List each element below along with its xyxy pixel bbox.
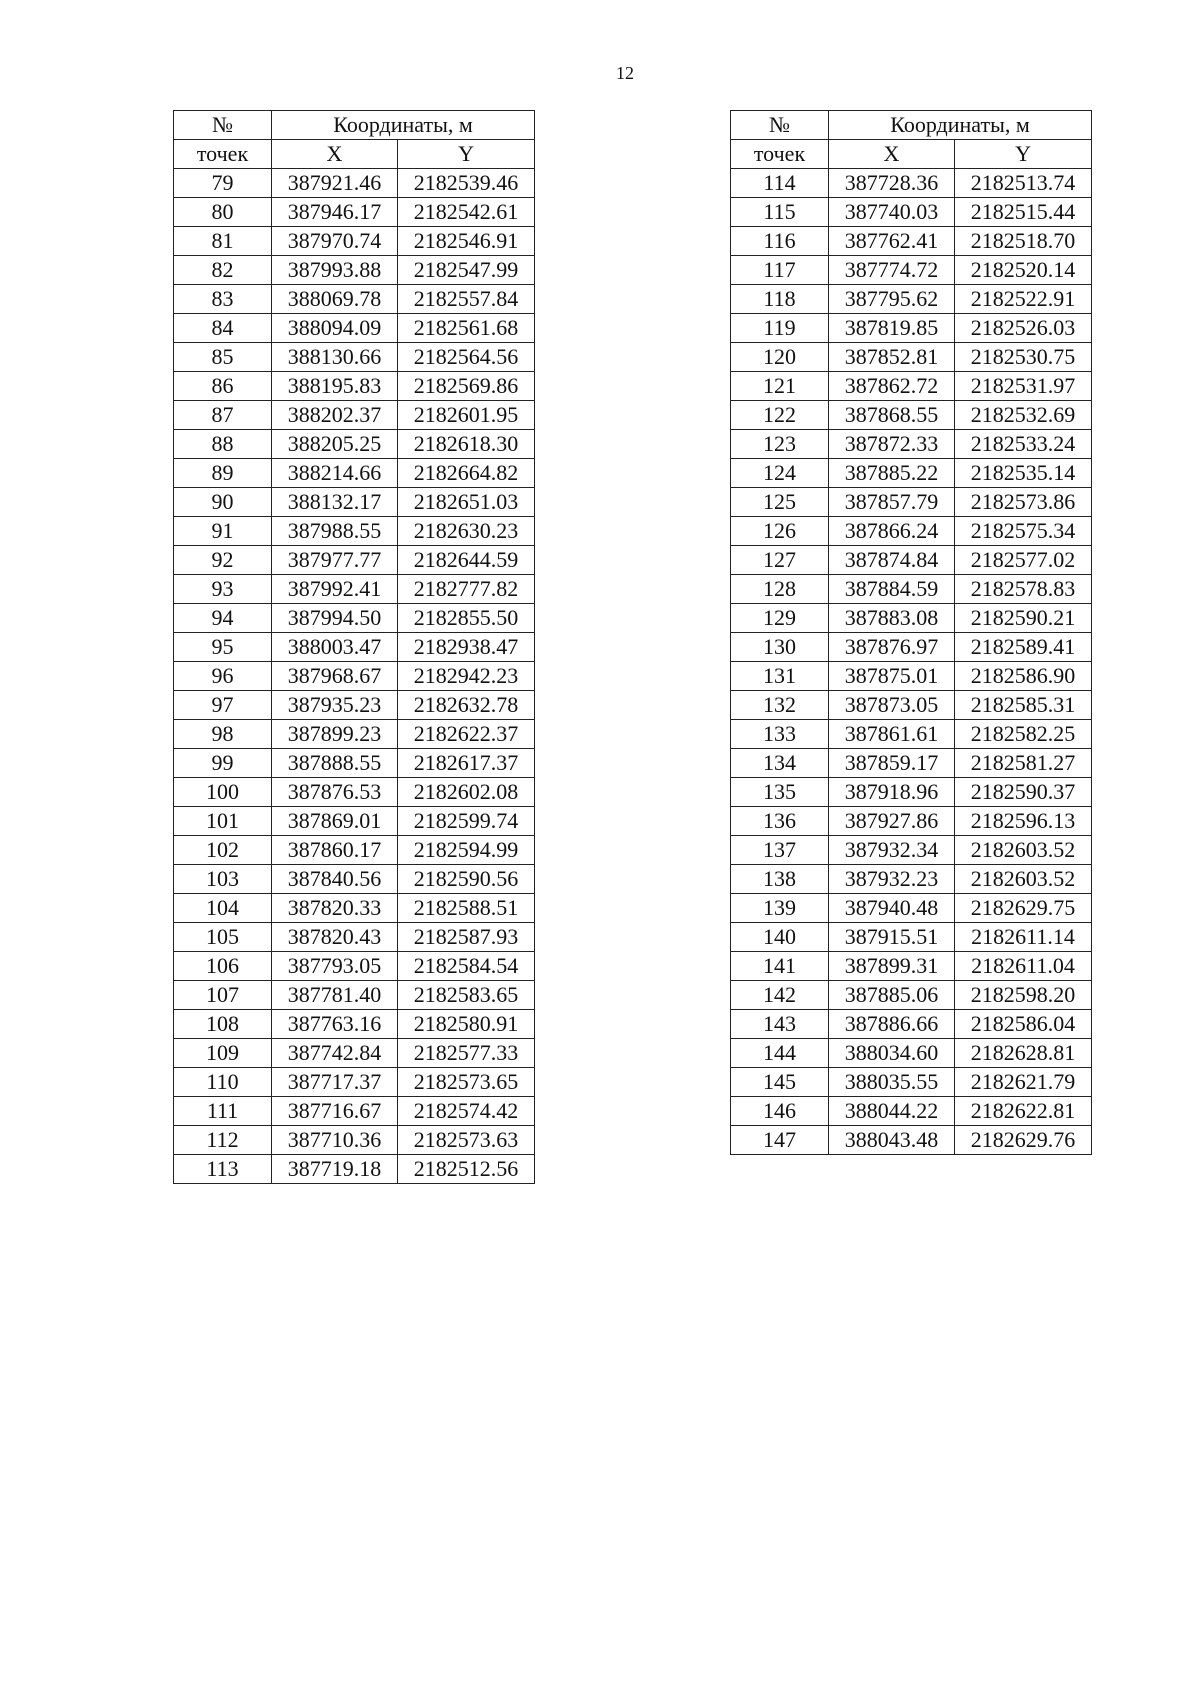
coordinates-table-right: [730, 110, 1092, 1155]
y-coordinate-cell: 2182542.61: [398, 198, 535, 227]
y-coordinate-cell: 2182599.74: [398, 807, 535, 836]
x-coordinate-cell: 387888.55: [272, 749, 398, 778]
y-coordinate-cell: 2182603.52: [955, 836, 1092, 865]
point-number-cell: 96: [174, 662, 272, 691]
x-coordinate-cell: 387719.18: [272, 1155, 398, 1184]
y-coordinate-cell: 2182938.47: [398, 633, 535, 662]
table-row: [731, 488, 1092, 517]
point-number-cell: 105: [174, 923, 272, 952]
y-coordinate-cell: 2182531.97: [955, 372, 1092, 401]
y-coordinate-cell: 2182603.52: [955, 865, 1092, 894]
table-row: [731, 633, 1092, 662]
y-coordinate-cell: 2182611.04: [955, 952, 1092, 981]
table-row: [174, 1126, 535, 1155]
coordinates-table-left: [173, 110, 535, 1184]
table-row: [174, 546, 535, 575]
x-coordinate-cell: 388205.25: [272, 430, 398, 459]
table-row: [731, 546, 1092, 575]
x-coordinate-cell: 387861.61: [829, 720, 955, 749]
point-number-cell: 113: [174, 1155, 272, 1184]
table-row: [731, 720, 1092, 749]
table-row: [731, 894, 1092, 923]
y-coordinate-cell: 2182777.82: [398, 575, 535, 604]
point-number-cell: 88: [174, 430, 272, 459]
table-row: [731, 662, 1092, 691]
y-coordinate-cell: 2182590.21: [955, 604, 1092, 633]
point-number-cell: 83: [174, 285, 272, 314]
x-coordinate-cell: 388034.60: [829, 1039, 955, 1068]
point-number-cell: 92: [174, 546, 272, 575]
y-coordinate-cell: 2182533.24: [955, 430, 1092, 459]
y-coordinate-cell: 2182532.69: [955, 401, 1092, 430]
y-coordinate-cell: 2182577.33: [398, 1039, 535, 1068]
y-coordinate-cell: 2182664.82: [398, 459, 535, 488]
x-coordinate-cell: 388214.66: [272, 459, 398, 488]
y-coordinate-cell: 2182586.90: [955, 662, 1092, 691]
table-row: [731, 314, 1092, 343]
table-row: [731, 778, 1092, 807]
y-coordinate-cell: 2182530.75: [955, 343, 1092, 372]
x-coordinate-cell: 388069.78: [272, 285, 398, 314]
y-coordinate-cell: 2182582.25: [955, 720, 1092, 749]
table-row: [174, 604, 535, 633]
table-row: [174, 459, 535, 488]
x-coordinate-cell: 387795.62: [829, 285, 955, 314]
point-number-cell: 126: [731, 517, 829, 546]
point-number-cell: 120: [731, 343, 829, 372]
y-coordinate-cell: 2182518.70: [955, 227, 1092, 256]
table-row: [731, 343, 1092, 372]
point-number-cell: 101: [174, 807, 272, 836]
point-number-cell: 142: [731, 981, 829, 1010]
y-coordinate-cell: 2182589.41: [955, 633, 1092, 662]
point-number-cell: 115: [731, 198, 829, 227]
y-coordinate-cell: 2182512.56: [398, 1155, 535, 1184]
x-coordinate-cell: 387988.55: [272, 517, 398, 546]
table-row: [174, 169, 535, 198]
x-coordinate-cell: 388035.55: [829, 1068, 955, 1097]
point-number-cell: 103: [174, 865, 272, 894]
table-row: [174, 836, 535, 865]
point-number-cell: 107: [174, 981, 272, 1010]
x-coordinate-cell: 387884.59: [829, 575, 955, 604]
table-row: [174, 401, 535, 430]
table-row: [731, 923, 1092, 952]
point-number-cell: 131: [731, 662, 829, 691]
x-coordinate-cell: 387899.23: [272, 720, 398, 749]
table-row: [174, 691, 535, 720]
point-number-cell: 125: [731, 488, 829, 517]
x-coordinate-cell: 387742.84: [272, 1039, 398, 1068]
table-row: [731, 691, 1092, 720]
y-coordinate-cell: 2182611.14: [955, 923, 1092, 952]
x-coordinate-cell: 387993.88: [272, 256, 398, 285]
table-row: [174, 343, 535, 372]
x-coordinate-cell: 387819.85: [829, 314, 955, 343]
y-coordinate-cell: 2182583.65: [398, 981, 535, 1010]
x-coordinate-cell: 387869.01: [272, 807, 398, 836]
table-row: [174, 749, 535, 778]
x-coordinate-cell: 387820.43: [272, 923, 398, 952]
y-coordinate-cell: 2182596.13: [955, 807, 1092, 836]
point-number-cell: 116: [731, 227, 829, 256]
x-coordinate-cell: 387710.36: [272, 1126, 398, 1155]
table-row: [174, 198, 535, 227]
x-coordinate-cell: 387918.96: [829, 778, 955, 807]
point-number-cell: 85: [174, 343, 272, 372]
coordinates-table-right-body: [731, 169, 1092, 1155]
point-number-header: №: [731, 111, 829, 140]
table-row: [731, 198, 1092, 227]
y-coordinate-cell: 2182594.99: [398, 836, 535, 865]
x-coordinate-cell: 387868.55: [829, 401, 955, 430]
x-coordinate-cell: 387883.08: [829, 604, 955, 633]
x-coordinate-cell: 387716.67: [272, 1097, 398, 1126]
point-number-cell: 111: [174, 1097, 272, 1126]
point-number-cell: 135: [731, 778, 829, 807]
point-number-cell: 93: [174, 575, 272, 604]
x-coordinate-cell: 387852.81: [829, 343, 955, 372]
y-coordinate-cell: 2182535.14: [955, 459, 1092, 488]
point-number-cell: 84: [174, 314, 272, 343]
x-coordinate-cell: 387946.17: [272, 198, 398, 227]
y-coordinate-cell: 2182621.79: [955, 1068, 1092, 1097]
y-coordinate-cell: 2182598.20: [955, 981, 1092, 1010]
point-number-cell: 138: [731, 865, 829, 894]
point-number-cell: 139: [731, 894, 829, 923]
y-coordinate-cell: 2182577.02: [955, 546, 1092, 575]
table-row: [731, 1010, 1092, 1039]
table-row: [174, 662, 535, 691]
x-coordinate-cell: 387885.22: [829, 459, 955, 488]
table-row: [731, 169, 1092, 198]
x-coordinate-cell: 387862.72: [829, 372, 955, 401]
y-coordinate-cell: 2182590.37: [955, 778, 1092, 807]
table-row: [731, 401, 1092, 430]
point-number-cell: 90: [174, 488, 272, 517]
x-coordinate-cell: 387866.24: [829, 517, 955, 546]
y-coordinate-cell: 2182590.56: [398, 865, 535, 894]
table-row: [731, 952, 1092, 981]
y-column-header: Y: [955, 140, 1092, 169]
y-coordinate-cell: 2182617.37: [398, 749, 535, 778]
x-coordinate-cell: 387763.16: [272, 1010, 398, 1039]
x-column-header: X: [829, 140, 955, 169]
x-coordinate-cell: 388043.48: [829, 1126, 955, 1155]
table-row: [731, 227, 1092, 256]
x-coordinate-cell: 387860.17: [272, 836, 398, 865]
x-coordinate-cell: 388044.22: [829, 1097, 955, 1126]
table-row: [174, 1155, 535, 1184]
table-row: [731, 836, 1092, 865]
point-number-cell: 133: [731, 720, 829, 749]
x-column-header: X: [272, 140, 398, 169]
table-row: [731, 807, 1092, 836]
point-number-cell: 99: [174, 749, 272, 778]
x-coordinate-cell: 387840.56: [272, 865, 398, 894]
point-number-cell: 128: [731, 575, 829, 604]
table-row: [174, 923, 535, 952]
y-coordinate-cell: 2182629.76: [955, 1126, 1092, 1155]
table-row: [731, 430, 1092, 459]
point-number-cell: 143: [731, 1010, 829, 1039]
x-coordinate-cell: 388132.17: [272, 488, 398, 517]
y-coordinate-cell: 2182546.91: [398, 227, 535, 256]
y-coordinate-cell: 2182585.31: [955, 691, 1092, 720]
x-coordinate-cell: 387977.77: [272, 546, 398, 575]
y-coordinate-cell: 2182557.84: [398, 285, 535, 314]
y-coordinate-cell: 2182547.99: [398, 256, 535, 285]
point-number-cell: 112: [174, 1126, 272, 1155]
y-coordinate-cell: 2182586.04: [955, 1010, 1092, 1039]
table-row: [731, 1126, 1092, 1155]
y-coordinate-cell: 2182513.74: [955, 169, 1092, 198]
y-coordinate-cell: 2182539.46: [398, 169, 535, 198]
x-coordinate-cell: 388130.66: [272, 343, 398, 372]
table-row: [174, 778, 535, 807]
x-coordinate-cell: 387717.37: [272, 1068, 398, 1097]
x-coordinate-cell: 387740.03: [829, 198, 955, 227]
x-coordinate-cell: 387970.74: [272, 227, 398, 256]
point-number-cell: 119: [731, 314, 829, 343]
point-number-subheader: точек: [174, 140, 272, 169]
point-number-cell: 102: [174, 836, 272, 865]
table-row: [174, 720, 535, 749]
x-coordinate-cell: 387886.66: [829, 1010, 955, 1039]
y-coordinate-cell: 2182574.42: [398, 1097, 535, 1126]
point-number-cell: 100: [174, 778, 272, 807]
table-row: [731, 372, 1092, 401]
coordinates-header: Координаты, м: [272, 111, 535, 140]
table-row: [174, 372, 535, 401]
table-row: [174, 807, 535, 836]
x-coordinate-cell: 387921.46: [272, 169, 398, 198]
y-column-header: Y: [398, 140, 535, 169]
point-number-cell: 80: [174, 198, 272, 227]
y-coordinate-cell: 2182601.95: [398, 401, 535, 430]
x-coordinate-cell: 387873.05: [829, 691, 955, 720]
x-coordinate-cell: 387940.48: [829, 894, 955, 923]
table-row: [174, 517, 535, 546]
point-number-cell: 91: [174, 517, 272, 546]
y-coordinate-cell: 2182588.51: [398, 894, 535, 923]
y-coordinate-cell: 2182584.54: [398, 952, 535, 981]
point-number-cell: 134: [731, 749, 829, 778]
table-row: [174, 430, 535, 459]
y-coordinate-cell: 2182520.14: [955, 256, 1092, 285]
point-number-cell: 129: [731, 604, 829, 633]
table-row: [731, 749, 1092, 778]
point-number-cell: 146: [731, 1097, 829, 1126]
point-number-cell: 147: [731, 1126, 829, 1155]
table-row: [731, 1097, 1092, 1126]
table-row: [174, 227, 535, 256]
point-number-cell: 95: [174, 633, 272, 662]
y-coordinate-cell: 2182561.68: [398, 314, 535, 343]
point-number-cell: 106: [174, 952, 272, 981]
x-coordinate-cell: 388202.37: [272, 401, 398, 430]
point-number-cell: 108: [174, 1010, 272, 1039]
point-number-cell: 136: [731, 807, 829, 836]
x-coordinate-cell: 387932.34: [829, 836, 955, 865]
coordinates-table-left-body: [174, 169, 535, 1184]
x-coordinate-cell: 387793.05: [272, 952, 398, 981]
table-row: [174, 1097, 535, 1126]
table-row: [731, 575, 1092, 604]
point-number-cell: 144: [731, 1039, 829, 1068]
point-number-cell: 118: [731, 285, 829, 314]
x-coordinate-cell: 387992.41: [272, 575, 398, 604]
table-row: [174, 981, 535, 1010]
table-row: [731, 1039, 1092, 1068]
point-number-cell: 140: [731, 923, 829, 952]
x-coordinate-cell: 387927.86: [829, 807, 955, 836]
x-coordinate-cell: 387994.50: [272, 604, 398, 633]
table-row: [174, 575, 535, 604]
point-number-cell: 86: [174, 372, 272, 401]
y-coordinate-cell: 2182526.03: [955, 314, 1092, 343]
y-coordinate-cell: 2182522.91: [955, 285, 1092, 314]
y-coordinate-cell: 2182515.44: [955, 198, 1092, 227]
x-coordinate-cell: 387915.51: [829, 923, 955, 952]
table-row: [731, 604, 1092, 633]
coordinates-header: Координаты, м: [829, 111, 1092, 140]
table-row: [731, 1068, 1092, 1097]
y-coordinate-cell: 2182573.65: [398, 1068, 535, 1097]
y-coordinate-cell: 2182628.81: [955, 1039, 1092, 1068]
point-number-cell: 132: [731, 691, 829, 720]
table-row: [731, 256, 1092, 285]
table-row: [174, 865, 535, 894]
y-coordinate-cell: 2182564.56: [398, 343, 535, 372]
x-coordinate-cell: 387820.33: [272, 894, 398, 923]
x-coordinate-cell: 388195.83: [272, 372, 398, 401]
y-coordinate-cell: 2182644.59: [398, 546, 535, 575]
table-row: [174, 1039, 535, 1068]
x-coordinate-cell: 387876.97: [829, 633, 955, 662]
table-row: [174, 1068, 535, 1097]
y-coordinate-cell: 2182651.03: [398, 488, 535, 517]
table-row: [731, 517, 1092, 546]
x-coordinate-cell: 387899.31: [829, 952, 955, 981]
x-coordinate-cell: 387728.36: [829, 169, 955, 198]
x-coordinate-cell: 387762.41: [829, 227, 955, 256]
point-number-cell: 145: [731, 1068, 829, 1097]
x-coordinate-cell: 387774.72: [829, 256, 955, 285]
x-coordinate-cell: 387885.06: [829, 981, 955, 1010]
y-coordinate-cell: 2182855.50: [398, 604, 535, 633]
point-number-cell: 109: [174, 1039, 272, 1068]
y-coordinate-cell: 2182573.63: [398, 1126, 535, 1155]
table-row: [174, 488, 535, 517]
y-coordinate-cell: 2182632.78: [398, 691, 535, 720]
table-row: [174, 633, 535, 662]
point-number-cell: 127: [731, 546, 829, 575]
point-number-cell: 79: [174, 169, 272, 198]
table-row: [174, 256, 535, 285]
point-number-cell: 124: [731, 459, 829, 488]
point-number-cell: 104: [174, 894, 272, 923]
point-number-cell: 123: [731, 430, 829, 459]
point-number-cell: 130: [731, 633, 829, 662]
point-number-header: №: [174, 111, 272, 140]
point-number-cell: 98: [174, 720, 272, 749]
x-coordinate-cell: 387968.67: [272, 662, 398, 691]
x-coordinate-cell: 388094.09: [272, 314, 398, 343]
point-number-cell: 114: [731, 169, 829, 198]
y-coordinate-cell: 2182630.23: [398, 517, 535, 546]
point-number-cell: 94: [174, 604, 272, 633]
x-coordinate-cell: 387876.53: [272, 778, 398, 807]
point-number-cell: 137: [731, 836, 829, 865]
point-number-cell: 117: [731, 256, 829, 285]
page-number: 12: [616, 63, 634, 83]
x-coordinate-cell: 387872.33: [829, 430, 955, 459]
x-coordinate-cell: 387875.01: [829, 662, 955, 691]
point-number-cell: 110: [174, 1068, 272, 1097]
y-coordinate-cell: 2182569.86: [398, 372, 535, 401]
point-number-cell: 141: [731, 952, 829, 981]
point-number-cell: 87: [174, 401, 272, 430]
y-coordinate-cell: 2182573.86: [955, 488, 1092, 517]
y-coordinate-cell: 2182629.75: [955, 894, 1092, 923]
point-number-cell: 122: [731, 401, 829, 430]
table-row: [731, 285, 1092, 314]
point-number-cell: 97: [174, 691, 272, 720]
y-coordinate-cell: 2182581.27: [955, 749, 1092, 778]
y-coordinate-cell: 2182575.34: [955, 517, 1092, 546]
point-number-cell: 89: [174, 459, 272, 488]
x-coordinate-cell: 387932.23: [829, 865, 955, 894]
table-row: [174, 285, 535, 314]
y-coordinate-cell: 2182580.91: [398, 1010, 535, 1039]
y-coordinate-cell: 2182578.83: [955, 575, 1092, 604]
x-coordinate-cell: 387859.17: [829, 749, 955, 778]
table-row: [174, 894, 535, 923]
point-number-cell: 121: [731, 372, 829, 401]
y-coordinate-cell: 2182622.37: [398, 720, 535, 749]
table-row: [174, 1010, 535, 1039]
table-row: [174, 314, 535, 343]
point-number-subheader: точек: [731, 140, 829, 169]
point-number-cell: 82: [174, 256, 272, 285]
point-number-cell: 81: [174, 227, 272, 256]
x-coordinate-cell: 388003.47: [272, 633, 398, 662]
y-coordinate-cell: 2182618.30: [398, 430, 535, 459]
x-coordinate-cell: 387781.40: [272, 981, 398, 1010]
x-coordinate-cell: 387857.79: [829, 488, 955, 517]
table-row: [731, 865, 1092, 894]
table-row: [731, 459, 1092, 488]
table-row: [731, 981, 1092, 1010]
table-row: [174, 952, 535, 981]
x-coordinate-cell: 387935.23: [272, 691, 398, 720]
y-coordinate-cell: 2182602.08: [398, 778, 535, 807]
y-coordinate-cell: 2182587.93: [398, 923, 535, 952]
x-coordinate-cell: 387874.84: [829, 546, 955, 575]
y-coordinate-cell: 2182942.23: [398, 662, 535, 691]
y-coordinate-cell: 2182622.81: [955, 1097, 1092, 1126]
